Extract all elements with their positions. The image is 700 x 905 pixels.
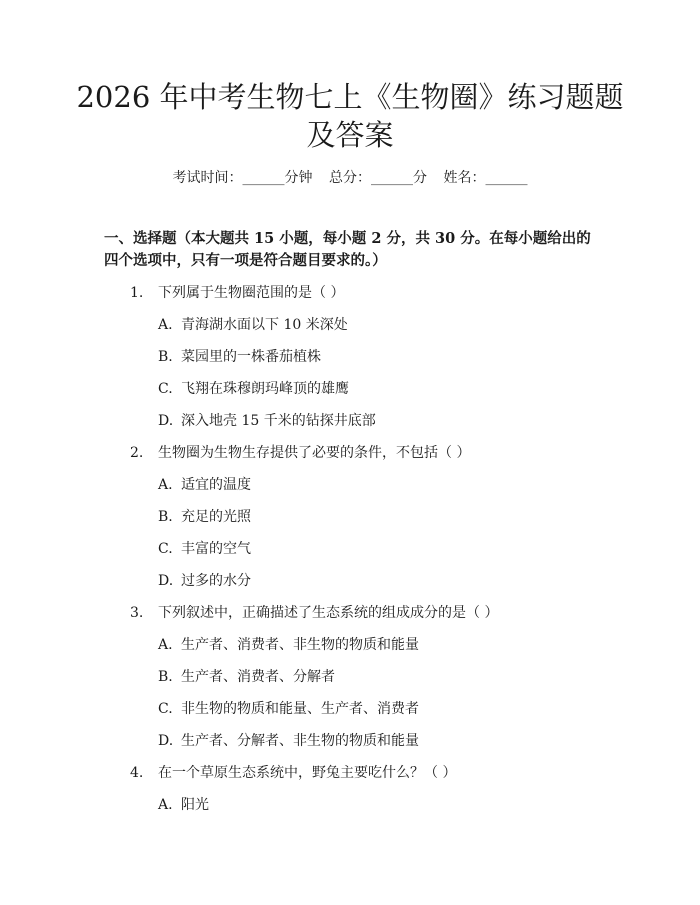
question-number: 1. <box>130 285 144 301</box>
option-label: D. <box>158 413 174 429</box>
option-text: 生产者、消费者、非生物的物质和能量 <box>181 637 419 653</box>
option-label: A. <box>158 637 173 653</box>
option-label: D. <box>158 573 174 589</box>
question-number: 3. <box>130 605 144 621</box>
option-text: 阳光 <box>181 797 209 813</box>
question-2 <box>0 442 700 602</box>
option-label: C. <box>158 381 173 397</box>
question-number: 4. <box>130 765 144 781</box>
option-b <box>0 666 700 698</box>
option-d <box>0 410 700 442</box>
option-label: A. <box>158 317 173 333</box>
option-text: 飞翔在珠穆朗玛峰顶的雄鹰 <box>181 381 349 397</box>
question-stem <box>0 602 700 634</box>
option-b <box>0 346 700 378</box>
question-stem <box>0 282 700 314</box>
student-name-field: 姓名：______ <box>443 170 528 186</box>
total-score-field: 总分：______分 <box>329 170 427 186</box>
option-a <box>0 794 700 826</box>
option-c <box>0 698 700 730</box>
exam-info <box>0 168 700 188</box>
option-text: 非生物的物质和能量、生产者、消费者 <box>181 701 419 717</box>
option-text: 深入地壳 15 千米的钻探井底部 <box>181 413 376 429</box>
option-label: B. <box>158 349 173 365</box>
option-text: 菜园里的一株番茄植株 <box>181 349 321 365</box>
question-text: 在一个草原生态系统中，野兔主要吃什么？（ ） <box>158 765 457 781</box>
option-label: C. <box>158 701 173 717</box>
option-label: C. <box>158 541 173 557</box>
question-4 <box>0 762 700 826</box>
option-a <box>0 634 700 666</box>
option-label: D. <box>158 733 174 749</box>
option-a <box>0 474 700 506</box>
question-3 <box>0 602 700 762</box>
option-c <box>0 538 700 570</box>
exam-time-field: 考试时间：______分钟 <box>172 170 313 186</box>
option-text: 丰富的空气 <box>181 541 251 557</box>
option-text: 适宜的温度 <box>181 477 251 493</box>
option-text: 生产者、分解者、非生物的物质和能量 <box>181 733 419 749</box>
question-1 <box>0 282 700 442</box>
question-text: 生物圈为生物生存提供了必要的条件，不包括（ ） <box>158 445 471 461</box>
option-text: 生产者、消费者、分解者 <box>181 669 335 685</box>
option-text: 青海湖水面以下 10 米深处 <box>181 317 348 333</box>
option-text: 过多的水分 <box>181 573 251 589</box>
option-text: 充足的光照 <box>181 509 251 525</box>
section-heading: 一、选择题（本大题共 15 小题，每小题 2 分，共 30 分。在每小题给出的四个选项中，只有一项是符合题目要求的。） <box>104 230 591 269</box>
question-list <box>0 282 700 826</box>
option-label: A. <box>158 477 173 493</box>
option-label: B. <box>158 669 173 685</box>
option-c <box>0 378 700 410</box>
option-label: A. <box>158 797 173 813</box>
option-a <box>0 314 700 346</box>
question-number: 2. <box>130 445 144 461</box>
question-stem <box>0 762 700 794</box>
page-title: 2026 年中考生物七上《生物圈》练习题题及答案 <box>76 80 624 152</box>
question-text: 下列属于生物圈范围的是（ ） <box>158 285 345 301</box>
question-text: 下列叙述中，正确描述了生态系统的组成成分的是（ ） <box>158 605 499 621</box>
option-label: B. <box>158 509 173 525</box>
option-d <box>0 730 700 762</box>
option-d <box>0 570 700 602</box>
option-b <box>0 506 700 538</box>
question-stem <box>0 442 700 474</box>
